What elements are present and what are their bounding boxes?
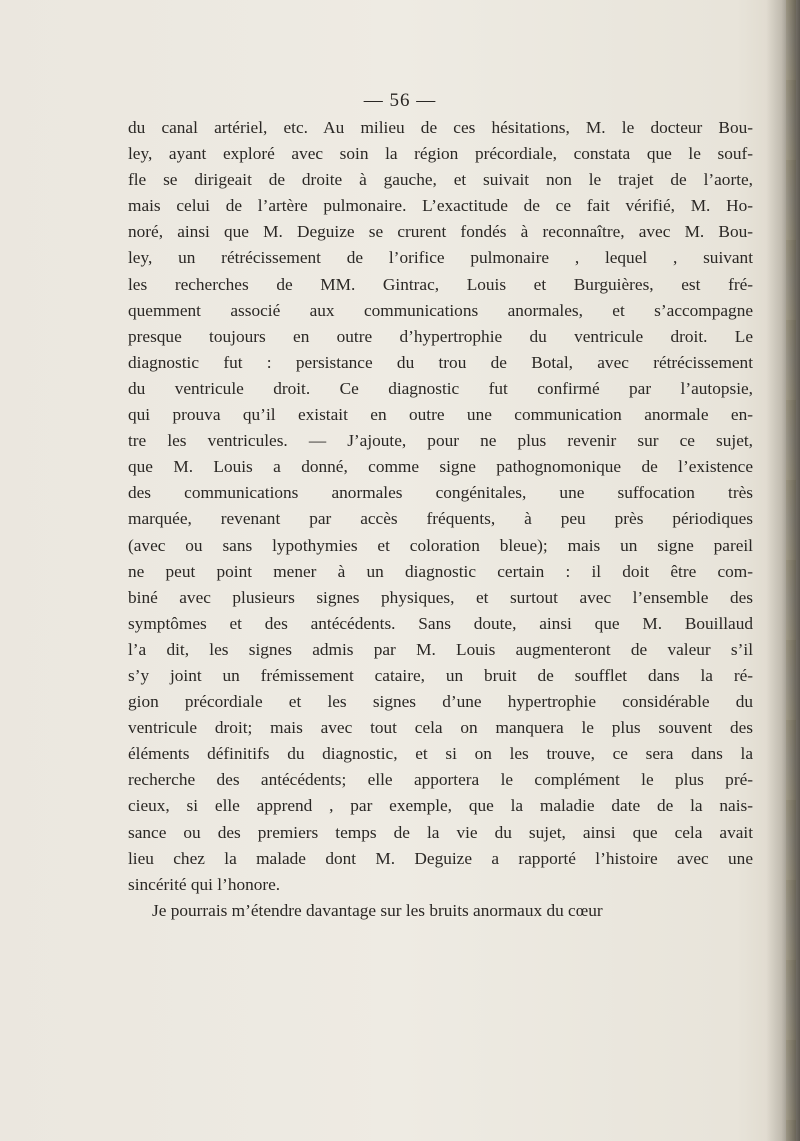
text-line: diagnostic fut : persistance du trou de Botal, avec rétrécissement [128, 352, 753, 372]
text-line: qui prouva qu’il existait en outre une communication anormale en- [128, 405, 753, 425]
text-line: sincérité qui l’honore. [128, 874, 281, 894]
text-line: ley, ayant exploré avec soin la région précordiale, constata que le souf- [128, 144, 753, 164]
text-line: presque toujours en outre d’hypertrophie du ventricule droit. Le [128, 326, 753, 346]
text-line: recherche des antécédents; elle apportera le complément le plus pré- [128, 770, 753, 790]
text-line: des communications anormales congénitales, une suffocation très [128, 483, 753, 503]
text-line: marquée, revenant par accès fréquents, à peu près périodiques [128, 509, 753, 529]
body-text [128, 115, 753, 924]
text-line: ley, un rétrécissement de l’orifice pulmonaire , lequel , suivant [128, 248, 753, 268]
text-line: éléments définitifs du diagnostic, et si on les trouve, ce sera dans la [128, 744, 753, 764]
text-line: ventricule droit; mais avec tout cela on manquera le plus souvent des [128, 718, 753, 738]
text-line: gion précordiale et les signes d’une hypertrophie considérable du [128, 692, 753, 712]
text-line: quemment associé aux communications anormales, et s’accompagne [128, 300, 753, 320]
text-line: tre les ventricules. — J’ajoute, pour ne plus revenir sur ce sujet, [128, 431, 753, 451]
text-line: du ventricule droit. Ce diagnostic fut confirmé par l’autopsie, [128, 378, 753, 398]
text-line: l’a dit, les signes admis par M. Louis augmenteront de valeur s’il [128, 639, 753, 659]
text-line: noré, ainsi que M. Deguize se crurent fondés à reconnaître, avec M. Bou- [128, 222, 753, 242]
text-line: symptômes et des antécédents. Sans doute, ainsi que M. Bouillaud [128, 613, 753, 633]
text-line: (avec ou sans lypothymies et coloration bleue); mais un signe pareil [128, 535, 753, 555]
text-line: cieux, si elle apprend , par exemple, que la maladie date de la nais- [128, 796, 753, 816]
text-line: biné avec plusieurs signes physiques, et surtout avec l’ensemble des [128, 587, 753, 607]
text-line: Je pourrais m’étendre davantage sur les bruits anormaux du cœur [152, 900, 603, 920]
text-line: que M. Louis a donné, comme signe pathognomonique de l’existence [128, 457, 753, 477]
text-line: sance ou des premiers temps de la vie du sujet, ainsi que cela avait [128, 822, 753, 842]
text-line: s’y joint un frémissement cataire, un bruit de soufflet dans la ré- [128, 665, 753, 685]
text-line: ne peut point mener à un diagnostic certain : il doit être com- [128, 561, 753, 581]
text-line: les recherches de MM. Gintrac, Louis et Burguières, est fré- [128, 274, 753, 294]
text-line: fle se dirigeait de droite à gauche, et suivait non le trajet de l’aorte, [128, 170, 753, 190]
page-number: — 56 — [363, 90, 437, 111]
text-line: mais celui de l’artère pulmonaire. L’exactitude de ce fait vérifié, M. Ho- [128, 196, 753, 216]
text-line: lieu chez la malade dont M. Deguize a rapporté l’histoire avec une [128, 848, 753, 868]
text-line: du canal artériel, etc. Au milieu de ces hésitations, M. le docteur Bou- [128, 118, 753, 137]
page-edge-shadow [766, 0, 800, 1141]
